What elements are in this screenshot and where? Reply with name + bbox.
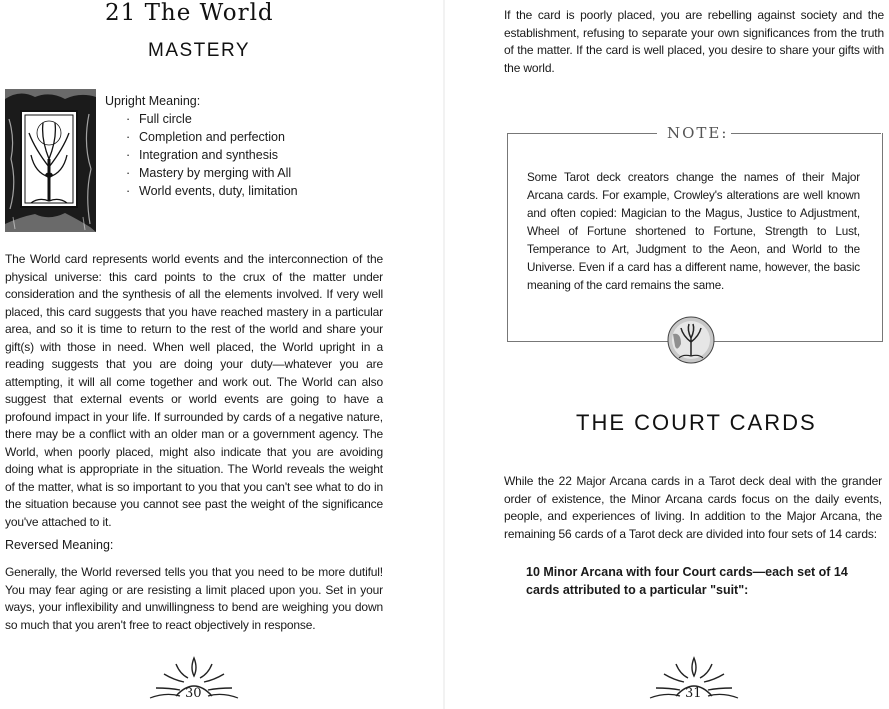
- continued-paragraph: If the card is poorly placed, you are rebelling against society and the establishment, refusing to separate your own significances from the truth of the matter. If the card is well placed, you desire to share your gifts with the world.: [504, 8, 884, 75]
- note-text: Some Tarot deck creators change the names of their Major Arcana cards. For example, Crowley's alterations are well known and often copied: Magician to the Magus, Justice to Adjustment, Wheel of Fortune shortened to Fortune, Strength to Lust, Temperance to Art, Judgment to the Aeon, and World to the Universe. Even if a card has a different name, however, the basic meaning of the card remains the same.: [527, 171, 860, 292]
- court-card-list-item: 10 Minor Arcana with four Court cards—each set of 14 cards attributed to a particular "suit":: [526, 565, 848, 597]
- world-tarot-card-image: [5, 89, 96, 232]
- list-item: · Completion and perfection: [126, 128, 298, 146]
- tree-medallion-icon: [667, 316, 715, 364]
- note-border: [731, 133, 881, 134]
- left-page: [0, 0, 444, 709]
- list-item: · Mastery by merging with All: [126, 164, 298, 182]
- main-paragraph: The World card represents world events and the interconnection of the physical universe: this card points to the crux of the matter under consideration and the synthesis of all the elements involved. If very well placed, this card suggests that you have reached mastery in a particular area, and so it is time to return to the rest of the world and share your gift(s) with those in need. When well placed, the World upright in a reading suggests that you are doing your duty—whatever you are attempting, it will all come together and work out. The World can also suggest that external events or world events are going to have a profound impact in your life. If surrounded by cards of a negative nature, there may be a conflict with an older man or a government agency. The World, when poorly placed, might also indicate that you are avoiding doing what is appropriate in the situation. The World reveals the weight of the matter, what is so important to you that you can't see what to do in the situation because you cannot see past the weight of the significance you've attached to it.: [5, 252, 383, 529]
- page-number: 30: [185, 686, 202, 701]
- reversed-paragraph: Generally, the World reversed tells you that you need to be more dutiful! You may fear aging or are resisting a limit placed upon you. Set in your ways, your inflexibility and unwillingness to bend are weighing you down so much that you aren't free to react objectively in response.: [5, 565, 383, 632]
- reversed-meaning-label: Reversed Meaning:: [5, 538, 114, 552]
- list-item: · Full circle: [126, 110, 298, 128]
- upright-meaning-label: Upright Meaning:: [105, 94, 201, 108]
- upright-meaning-list: [126, 110, 298, 200]
- page-number: 31: [685, 686, 702, 701]
- card-title: 21 The World: [105, 0, 274, 26]
- section-title: THE COURT CARDS: [576, 410, 817, 435]
- card-subtitle: MASTERY: [148, 40, 251, 61]
- list-item: · World events, duty, limitation: [126, 182, 298, 200]
- section-paragraph: While the 22 Major Arcana cards in a Tarot deck deal with the grander order of existence, the Minor Arcana cards focus on the daily events, people, and experiences of living. In addition to the Major Arcana, the remaining 56 cards of a Tarot deck are divided into four sets of 14 cards:: [504, 474, 882, 541]
- right-page: [445, 0, 889, 709]
- list-item: · Integration and synthesis: [126, 146, 298, 164]
- note-border: [507, 133, 657, 134]
- note-title: NOTE:: [667, 124, 729, 142]
